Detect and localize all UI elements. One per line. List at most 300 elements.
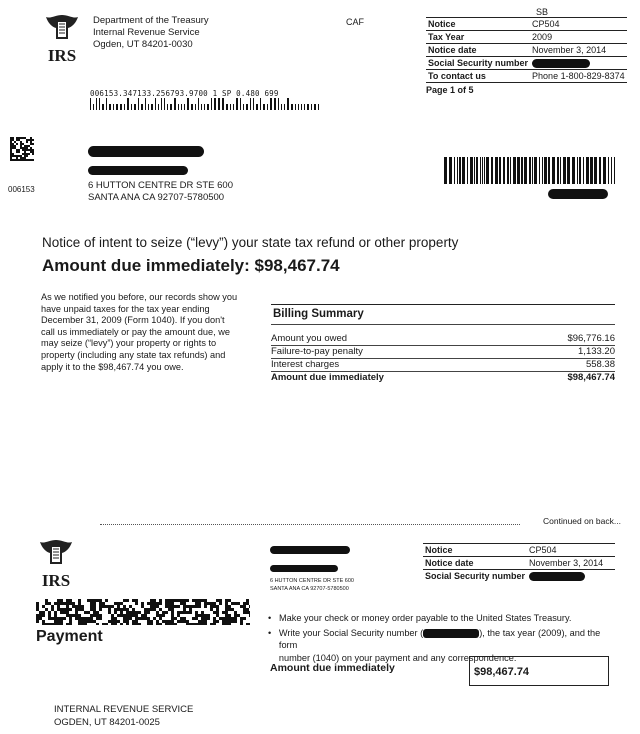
barcode-bar [167,104,168,110]
barcode-cell [93,614,96,617]
barcode-cell [234,617,237,620]
barcode-cell [171,617,174,620]
barcode-cell [114,620,117,623]
barcode-bar [572,157,575,184]
barcode-bar [521,157,523,184]
barcode-cell [198,602,201,605]
barcode-bar [552,157,555,184]
irs-logo-text: IRS [47,46,77,65]
matrix-cell [26,155,28,157]
barcode-bar [145,98,146,110]
barcode-cell [147,617,150,620]
barcode-bar [542,157,543,184]
barcode-cell [120,602,123,605]
barcode-cell [240,623,243,625]
matrix-cell [28,149,30,151]
bullet-icon: • [268,627,272,638]
barcode-bar [457,157,458,184]
barcode-bar [201,104,202,110]
matrix-cell [12,139,14,141]
barcode-cell [234,602,237,605]
billing-row [271,359,615,372]
stub-address-line-3: SANTA ANA CA 92707-5780500 [270,586,349,592]
matrix-cell [24,157,26,159]
barcode-bar [278,98,279,110]
barcode-cell [90,614,93,617]
barcode-bar [164,98,165,110]
agency-address [93,15,209,51]
barcode-bar [311,104,312,110]
barcode-cell [60,620,63,623]
matrix-cell [22,153,24,155]
matrix-cell [28,145,30,147]
barcode-cell [216,605,219,608]
barcode-bar [517,157,520,184]
barcode-cell [120,611,123,614]
notice-value: CP504 [530,18,627,31]
barcode-cell [123,614,126,617]
barcode-cell [93,620,96,623]
caf-label: CAF [346,17,364,27]
matrix-cell [20,145,22,147]
barcode-cell [192,623,195,625]
barcode-cell [132,611,135,614]
mail-barcode [444,157,616,184]
amount-enclosed-field[interactable]: $98,467.74 [469,656,609,686]
barcode-cell [126,623,129,625]
barcode-cell [228,608,231,611]
matrix-cell [10,141,12,143]
stub-info-box [423,543,615,582]
barcode-cell [171,611,174,614]
barcode-bar [178,104,179,110]
matrix-cell [22,149,24,151]
barcode-cell [204,599,207,602]
stub-notice-label: Notice [423,544,527,557]
agency-line-2: Internal Revenue Service [93,27,200,38]
barcode-cell [195,614,198,617]
barcode-cell [84,611,87,614]
matrix-cell [26,141,28,143]
matrix-cell [26,145,28,147]
irs-address-line-1: INTERNAL REVENUE SERVICE [54,704,194,715]
barcode-cell [141,617,144,620]
barcode-bar [603,157,606,184]
barcode-cell [96,617,99,620]
barcode-cell [198,605,201,608]
stub-irs-logo [36,538,76,590]
matrix-cell [32,151,34,153]
paragraph-line: may seize (“levy”) your property or rights to [41,338,217,349]
barcode-cell [102,605,105,608]
barcode-cell [180,599,183,602]
matrix-cell [20,155,22,157]
tax-year-value: 2009 [530,31,627,44]
barcode-cell [87,599,90,602]
barcode-bar [287,98,289,110]
barcode-cell [183,620,186,623]
stub-barcode [36,599,250,625]
barcode-bar [270,98,272,110]
matrix-cell [28,159,30,161]
instruction-2b: ), the tax year (2009), and the form [278,627,601,650]
agency-line-3: Ogden, UT 84201-0030 [93,39,193,50]
matrix-cell [12,155,14,157]
matrix-cell [10,153,12,155]
matrix-cell [10,145,12,147]
barcode-cell [231,617,234,620]
barcode-cell [93,608,96,611]
barcode-cell [102,602,105,605]
barcode-cell [159,599,162,602]
barcode-cell [108,605,111,608]
barcode-bar [560,157,561,184]
barcode-cell [81,608,84,611]
barcode-cell [156,623,159,625]
barcode-cell [78,608,81,611]
matrix-cell [16,139,18,141]
barcode-cell [165,602,168,605]
barcode-cell [237,614,240,617]
matrix-cell [30,139,32,141]
barcode-bar [486,157,489,184]
barcode-bar [314,104,316,110]
barcode-bar [187,98,189,110]
barcode-cell [54,614,57,617]
barcode-cell [45,608,48,611]
barcode-cell [45,623,48,625]
barcode-cell [99,602,102,605]
billing-row-label: Failure-to-pay penalty [271,346,363,357]
barcode-bar [236,98,238,110]
barcode-cell [168,605,171,608]
matrix-cell [20,159,22,161]
barcode-bar [590,157,593,184]
barcode-cell [159,617,162,620]
matrix-cell [16,159,18,161]
barcode-cell [42,623,45,625]
barcode-cell [156,620,159,623]
barcode-bar [93,104,94,110]
barcode-cell [132,599,135,602]
barcode-cell [129,611,132,614]
barcode-cell [213,605,216,608]
barcode-cell [171,620,174,623]
barcode-bar [106,98,107,110]
barcode-bar [96,98,97,110]
billing-total-label: Amount due immediately [271,372,384,383]
barcode-cell [135,602,138,605]
barcode-cell [189,623,192,625]
barcode-bar [120,104,122,110]
barcode-bar [240,98,241,110]
matrix-cell [18,151,20,153]
barcode-cell [147,623,150,625]
barcode-bar [307,104,309,110]
paragraph-line: have unpaid taxes for the tax year ending [41,303,210,314]
barcode-cell [42,614,45,617]
matrix-cell [18,139,20,141]
matrix-cell [12,147,14,149]
barcode-bar [184,104,185,110]
barcode-cell [225,608,228,611]
instruction-ssn-redaction [423,629,479,638]
continued-note: Continued on back... [543,516,621,526]
barcode-cell [198,620,201,623]
matrix-cell [24,159,26,161]
barcode-cell [45,602,48,605]
barcode-cell [180,620,183,623]
barcode-cell [195,605,198,608]
barcode-cell [54,617,57,620]
barcode-bar [253,98,254,110]
barcode-cell [105,623,108,625]
barcode-cell [147,602,150,605]
barcode-cell [99,617,102,620]
barcode-cell [183,611,186,614]
matrix-cell [30,141,32,143]
barcode-cell [117,608,120,611]
barcode-cell [111,605,114,608]
barcode-cell [165,605,168,608]
matrix-cell [24,137,26,139]
paragraph-line: As we notified you before, our records show you [41,292,238,302]
matrix-cell [16,151,18,153]
matrix-cell [14,155,16,157]
barcode-cell [225,617,228,620]
barcode-cell [99,608,102,611]
barcode-cell [90,605,93,608]
barcode-cell [243,608,246,611]
barcode-cell [192,605,195,608]
billing-row-label: Interest charges [271,359,340,370]
barcode-cell [168,623,171,625]
matrix-cell [10,149,12,151]
barcode-cell [246,623,249,625]
barcode-bar [174,98,176,110]
barcode-cell [210,608,213,611]
barcode-bar [513,157,516,184]
barcode-cell [156,602,159,605]
barcode-cell [204,620,207,623]
barcode-cell [66,605,69,608]
barcode-bar [127,98,129,110]
barcode-bar [532,157,533,184]
contact-label: To contact us [426,70,530,83]
barcode-bar [181,104,182,110]
matrix-cell [18,155,20,157]
barcode-bar [544,157,547,184]
barcode-cell [75,605,78,608]
barcode-bar [507,157,509,184]
barcode-bar [113,104,114,110]
barcode-cell [201,620,204,623]
barcode-cell [75,611,78,614]
barcode-cell [135,611,138,614]
barcode-cell [54,611,57,614]
barcode-cell [225,620,228,623]
matrix-cell [20,141,22,143]
barcode-cell [72,602,75,605]
barcode-bar [141,104,143,110]
matrix-cell [30,159,32,161]
billing-title: Billing Summary [271,305,615,325]
barcode-cell [99,614,102,617]
matrix-cell [16,157,18,159]
barcode-cell [138,611,141,614]
barcode-cell [240,617,243,620]
barcode-bar [608,157,609,184]
barcode-cell [204,605,207,608]
matrix-cell [26,159,28,161]
barcode-bar [467,157,468,184]
barcode-cell [78,605,81,608]
barcode-cell [249,605,250,608]
barcode-bar [260,98,261,110]
barcode-cell [192,617,195,620]
barcode-cell [174,605,177,608]
barcode-cell [51,605,54,608]
barcode-cell [198,614,201,617]
notice-label: Notice [426,18,530,31]
barcode-bar [579,157,581,184]
barcode-cell [111,614,114,617]
barcode-cell [93,605,96,608]
barcode-cell [93,602,96,605]
barcode-bar [250,98,251,110]
barcode-cell [87,611,90,614]
matrix-cell [12,143,14,145]
barcode-cell [189,611,192,614]
barcode-cell [69,599,72,602]
barcode-bar [529,157,531,184]
paragraph-line: property (including any state tax refunds) and [41,349,226,360]
irs-mailing-address [54,703,193,729]
barcode-cell [117,620,120,623]
barcode-bar [534,157,537,184]
recipient-line-2: 6 HUTTON CENTRE DR STE 600 [88,180,233,191]
barcode-bar [138,98,139,110]
barcode-cell [168,608,171,611]
barcode-cell [186,611,189,614]
barcode-cell [144,614,147,617]
barcode-cell [114,623,117,625]
barcode-cell [99,605,102,608]
matrix-cell [10,155,12,157]
matrix-cell [12,145,14,147]
barcode-cell [156,611,159,614]
barcode-cell [126,608,129,611]
barcode-cell [225,623,228,625]
barcode-cell [63,602,66,605]
barcode-cell [219,602,222,605]
stub-logo-text: IRS [41,571,71,590]
barcode-cell [213,611,216,614]
matrix-cell [22,143,24,145]
barcode-bar [109,104,111,110]
barcode-cell [228,605,231,608]
barcode-cell [126,620,129,623]
barcode-bar [304,104,305,110]
matrix-cell [20,143,22,145]
side-number: 006153 [8,185,35,194]
barcode-cell [249,611,250,614]
barcode-bar [281,104,282,110]
barcode-cell [243,617,246,620]
matrix-cell [14,159,16,161]
matrix-cell [18,137,20,139]
barcode-cell [69,602,72,605]
barcode-cell [57,617,60,620]
barcode-cell [162,614,165,617]
barcode-cell [60,617,63,620]
barcode-cell [201,599,204,602]
barcode-cell [171,605,174,608]
matrix-cell [10,147,12,149]
barcode-cell [159,614,162,617]
barcode-cell [183,605,186,608]
barcode-cell [123,605,126,608]
barcode-cell [246,608,249,611]
barcode-bar [301,104,302,110]
recipient-line-redaction [88,166,188,175]
barcode-cell [246,599,249,602]
stub-date-label: Notice date [423,557,527,570]
barcode-cell [63,608,66,611]
barcode-cell [174,623,177,625]
barcode-bar [444,157,447,184]
barcode-cell [54,620,57,623]
barcode-cell [177,614,180,617]
barcode-cell [195,611,198,614]
barcode-cell [51,617,54,620]
barcode-cell [240,605,243,608]
barcode-cell [69,623,72,625]
barcode-cell [108,620,111,623]
matrix-cell [30,151,32,153]
barcode-cell [165,623,168,625]
billing-summary [271,304,615,384]
barcode-cell [201,617,204,620]
barcode-bar [503,157,505,184]
barcode-bar [267,104,268,110]
barcode-cell [60,599,63,602]
barcode-cell [183,599,186,602]
barcode-cell [102,623,105,625]
barcode-cell [171,614,174,617]
barcode-cell [48,611,51,614]
barcode-cell [219,599,222,602]
barcode-cell [111,617,114,620]
barcode-cell [36,602,39,605]
paragraph-line: December 31, 2009 (Form 1040). If you don't [41,315,225,326]
barcode-cell [141,602,144,605]
barcode-cell [150,599,153,602]
barcode-cell [225,599,228,602]
barcode-cell [135,599,138,602]
barcode-bar [207,104,209,110]
barcode-cell [78,620,81,623]
barcode-bar [233,104,234,110]
matrix-cell [16,143,18,145]
barcode-cell [126,614,129,617]
barcode-cell [78,602,81,605]
barcode-cell [36,614,39,617]
stub-line-redaction [270,565,338,572]
barcode-bar [611,157,612,184]
notice-date-label: Notice date [426,44,530,57]
barcode-cell [222,620,225,623]
